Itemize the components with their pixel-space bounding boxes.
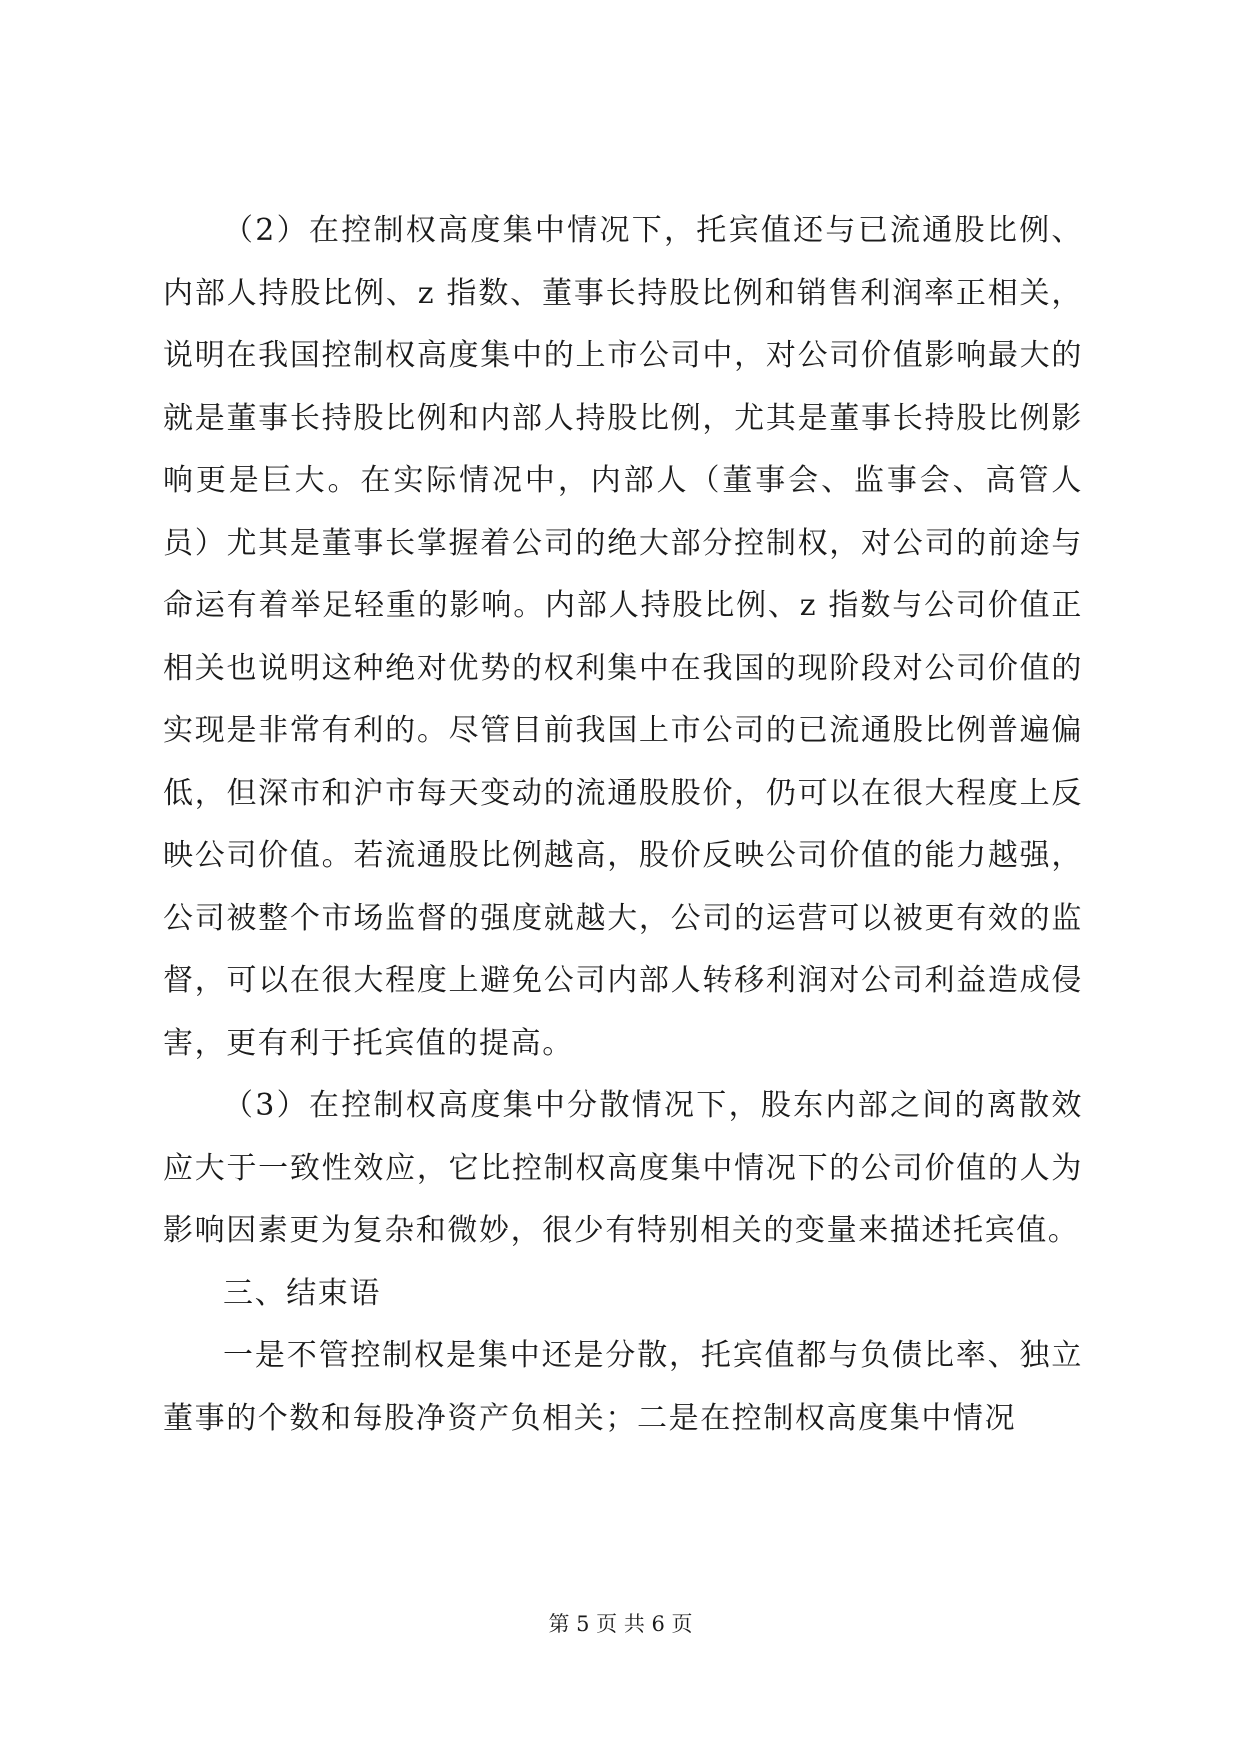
page-number-footer: 第 5 页 共 6 页: [548, 1612, 693, 1636]
section-heading: 三、结束语: [223, 1275, 381, 1311]
paragraph-2: （2）在控制权高度集中情况下，托宾值还与已流通股比例、内部人持股比例、z 指数、董事长持股比例和销售利润率正相关，说明在我国控制权高度集中的上市公司中，对公司价值影响最大的就是董事长持股比例和内部人持股比例，尤其是董事长持股比例影响更是巨大。在实际情况中，内部人（董事会、监事会、高管人员）尤其是董事长掌握着公司的绝大部分控制权，对公司的前途与命运有着举足轻重的影响。内部人持股比例、z 指数与公司价值正相关也说明这种绝对优势的权利集中在我国的现阶段对公司价值的实现是非常有利的。尽管目前我国上市公司的已流通股比例普遍偏低，但深市和沪市每天变动的流通股股价，仍可以在很大程度上反映公司价值。若流通股比例越高，股价反映公司价值的能力越强，公司被整个市场监督的强度就越大，公司的运营可以被更有效的监督，可以在很大程度上避免公司内部人转移利润对公司利益造成侵害，更有利于托宾值的提高。: [163, 213, 1083, 1061]
paragraph-3: （3）在控制权高度集中分散情况下，股东内部之间的离散效应大于一致性效应，它比控制权高度集中情况下的公司价值的人为影响因素更为复杂和微妙，很少有特别相关的变量来描述托宾值。: [163, 1088, 1083, 1248]
conclusion-paragraph: 一是不管控制权是集中还是分散，托宾值都与负债比率、独立董事的个数和每股净资产负相关；二是在控制权高度集中情况: [163, 1338, 1083, 1436]
document-body: [163, 200, 1083, 1450]
